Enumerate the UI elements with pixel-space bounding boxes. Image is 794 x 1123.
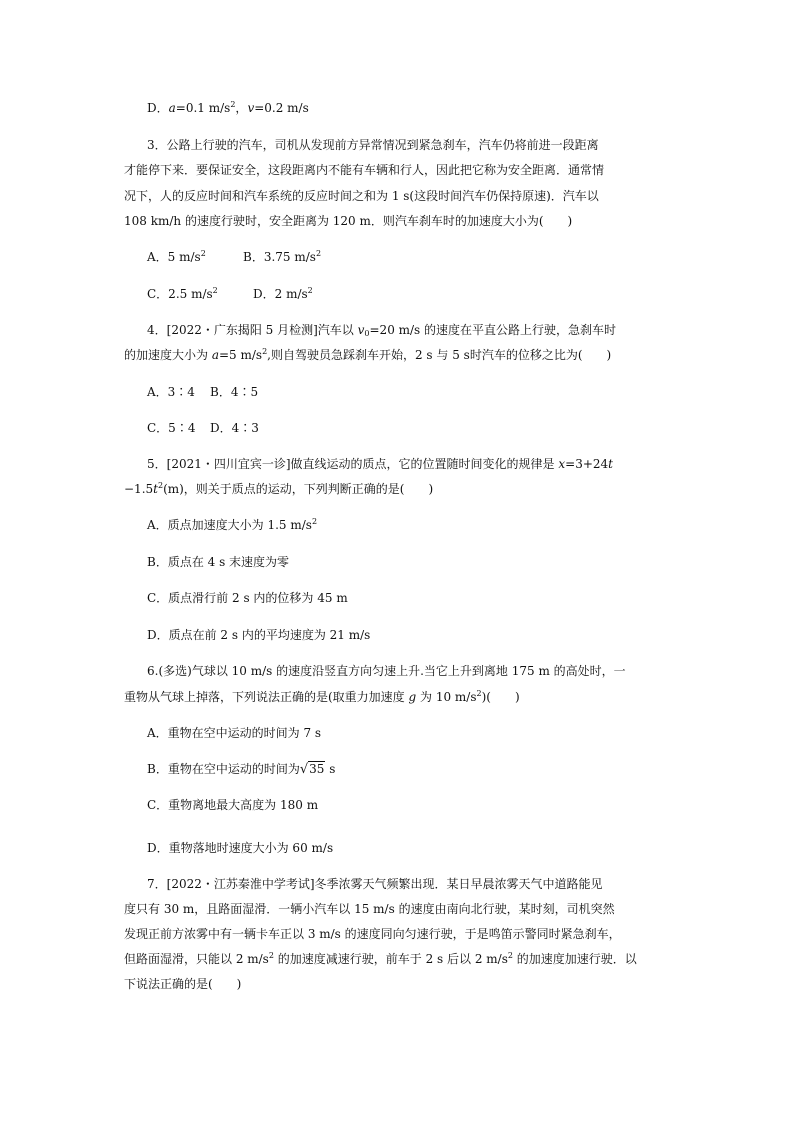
q3-option-b: B．3.75 $m/s^2$ [243, 249, 322, 264]
q4-stem-line1: 4．[2022・广东揭阳 5 月检测]汽车以 $v_0=20$ m/s 的速度在平直公路上行驶，急刹车时 [147, 323, 617, 338]
q7-stem-line3: 发现正前方浓雾中有一辆卡车正以 3 m/s 的速度同向匀速行驶，于是鸣笛示警同时紧急刹车， [124, 927, 621, 941]
q3-option-a: A．5 $m/s^2$ [147, 249, 206, 264]
q3-stem-line2: 才能停下来．要保证安全，这段距离内不能有车辆和行人，因此把它称为安全距离．通常情 [124, 163, 605, 177]
q3-option-d: D．2 $m/s^2$ [253, 286, 313, 301]
q3-stem-line3: 况下，人的反应时间和汽车系统的反应时间之和为 1 s(这段时间汽车仍保持原速)．汽车以 [124, 189, 599, 203]
q5-option-a: A．质点加速度大小为 1.5 $m/s^2$ [147, 517, 318, 532]
q4-option-c: C．5∶4 [147, 421, 196, 435]
q3-option-c: C．2.5 $m/s^2$ [147, 286, 218, 301]
q6-stem-line2: 重物从气球上掉落，下列说法正确的是(取重力加速度 g 为 10 $m/s^2$)( ) [124, 689, 520, 704]
square-root-symbol: √35 [299, 762, 325, 777]
q2-option-d: D．a=0.1 $m/s^2$，v=0.2 m/s [147, 100, 309, 115]
q3-stem-line4: 108 km/h 的速度行驶时，安全距离为 120 m．则汽车刹车时的加速度大小为( ) [124, 214, 573, 228]
q6-option-a: A．重物在空中运动的时间为 7 s [147, 726, 322, 740]
q5-option-b: B．质点在 4 s 末速度为零 [147, 555, 290, 569]
q5-option-d: D．质点在前 2 s 内的平均速度为 21 m/s [147, 628, 371, 642]
q4-stem-line2: 的加速度大小为 a=5 $m/s^2$,则自驾驶员急踩刹车开始，2 s 与 5 s时汽车的位移之比为( ) [124, 347, 612, 362]
q6-option-b: B．重物在空中运动的时间为√35 s [147, 762, 336, 777]
q6-option-c: C．重物离地最大高度为 180 m [147, 798, 319, 812]
q5-stem-line2: $-1.5t^2(m)$，则关于质点的运动，下列判断正确的是( ) [124, 481, 434, 496]
q4-option-d: D．4∶3 [210, 421, 259, 435]
q7-stem-line2: 度只有 30 m，且路面湿滑．一辆小汽车以 15 m/s 的速度由南向北行驶，某时刻，司机突然 [124, 902, 615, 916]
q5-option-c: C．质点滑行前 2 s 内的位移为 45 m [147, 591, 348, 605]
q6-stem-line1: 6.(多选)气球以 10 m/s 的速度沿竖直方向匀速上升.当它上升到离地 175 m 的高处时，一 [147, 664, 626, 678]
q5-stem-line1: 5．[2021・四川宜宾一诊]做直线运动的质点，它的位置随时间变化的规律是 x=3+24t [147, 457, 613, 471]
q4-option-b: B．4∶5 [210, 385, 259, 399]
q4-option-a: A．3∶4 [147, 385, 195, 399]
q6-option-d: D．重物落地时速度大小为 60 m/s [147, 841, 334, 855]
q7-stem-line4: 但路面湿滑，只能以 2 $m/s^2$ 的加速度减速行驶，前车于 2 s 后以 2 $m/s^2$ 的加速度加速行驶．以 [124, 951, 637, 966]
q3-stem-line1: 3．公路上行驶的汽车，司机从发现前方异常情况到紧急刹车，汽车仍将前进一段距离 [147, 138, 599, 152]
q7-stem-line1: 7．[2022・江苏秦淮中学考试]冬季浓雾天气频繁出现．某日早晨浓雾天气中道路能见 [147, 877, 603, 891]
q7-stem-line5: 下说法正确的是( ) [124, 977, 242, 991]
